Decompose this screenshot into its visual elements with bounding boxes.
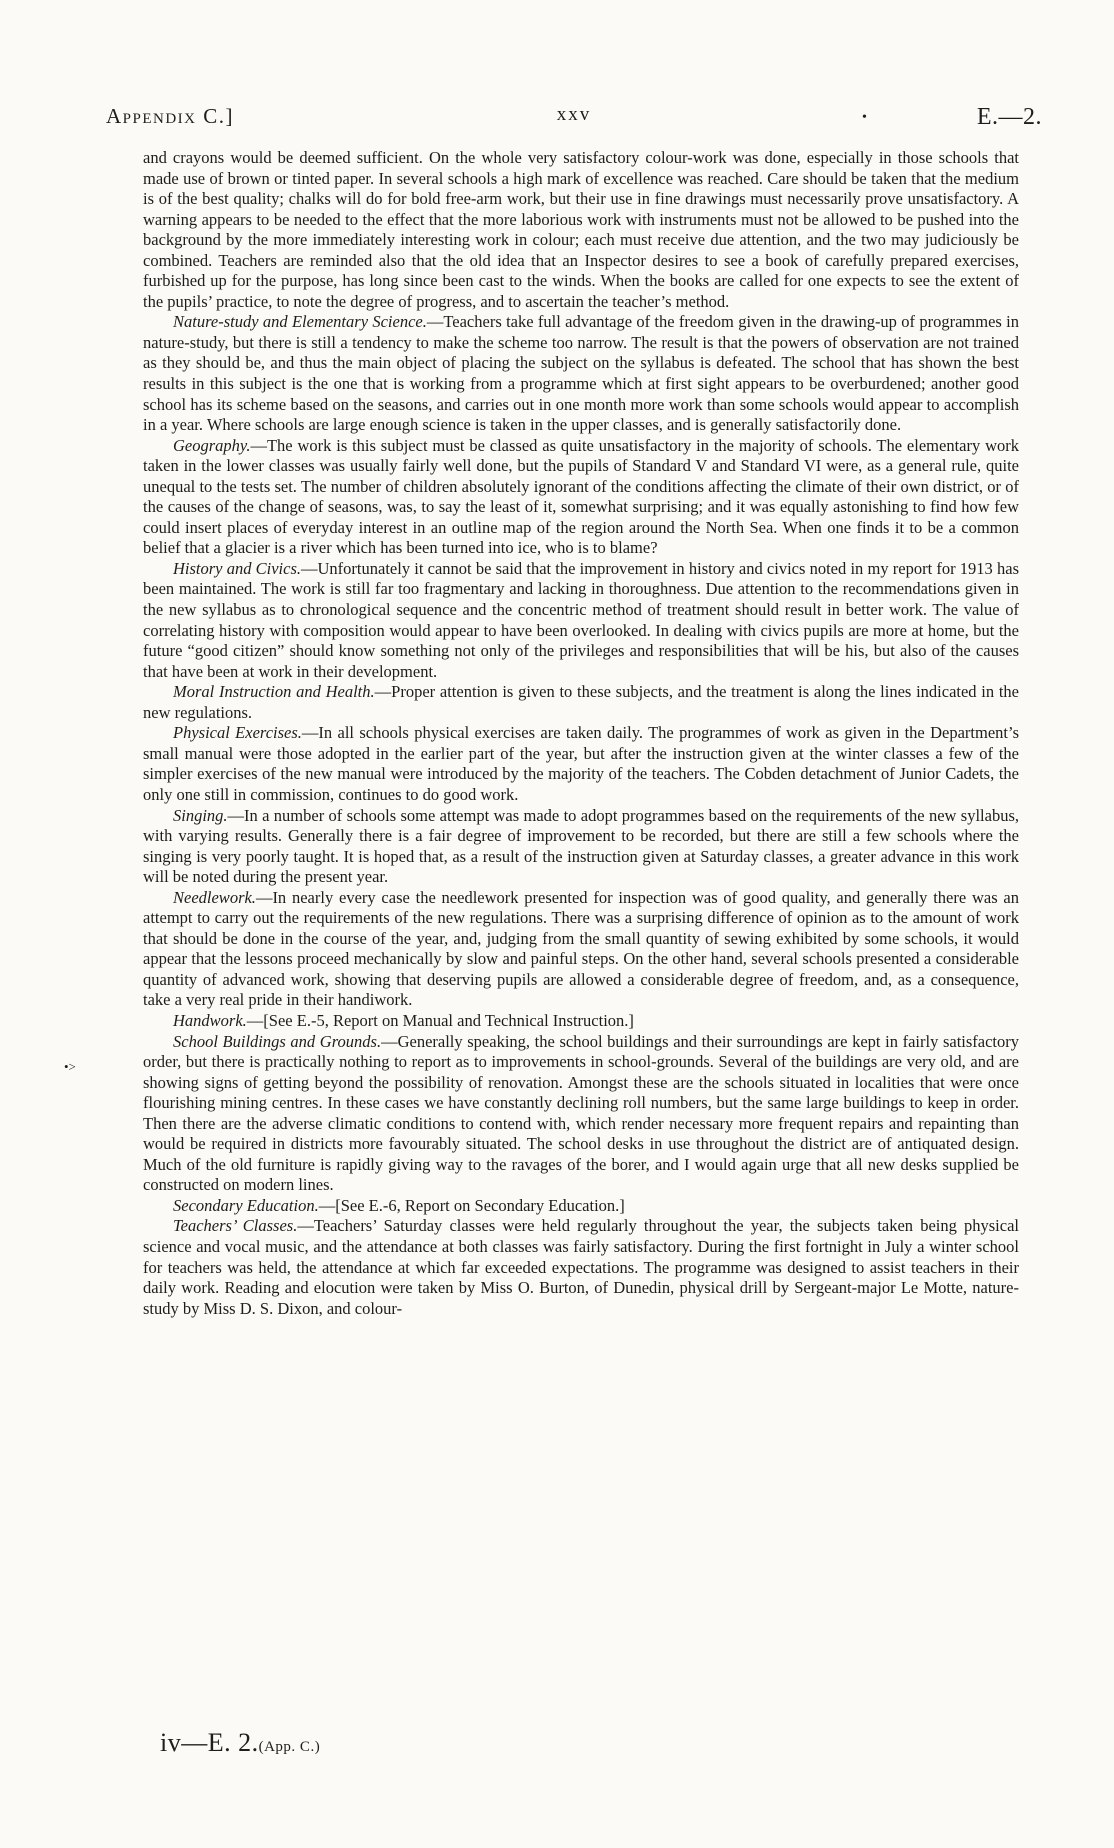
section-heading: Moral Instruction and Health. <box>173 682 375 702</box>
page-header <box>106 104 1042 134</box>
section-text: —Generally speaking, the school buildings and their surroundings are kept in fairly satisfactory order, but there is practically nothing to report as to improvements in school-grounds. Several of the buildings are very old, and are showing signs of getting beyond the possibility of renovation. Amongst these are the schools situated in localities that were once flourishing mining centres. In these cases we have constantly declining roll numbers, but the same large buildings to keep in order. Then there are the adverse climatic conditions to contend with, which render necessary more frequent repairs and repainting than would be required in districts more favourably situated. The school desks in use throughout the district are of antiquated design. Much of the old furniture is rapidly giving way to the ravages of the borer, and I would again urge that all new desks supplied be constructed on modern lines. <box>143 1031 1019 1195</box>
section-text: —In a number of schools some attempt was made to adopt programmes based on the requirements of the new syllabus, with varying results. Generally there is a fair degree of improvement to be recorded, but there are still a few schools where the singing is very poorly taught. It is hoped that, as a result of the instruction given at Saturday classes, a greater advance in this work will be noted during the present year. <box>143 805 1019 887</box>
section-heading: Singing. <box>173 805 228 825</box>
margin-mark: •> <box>64 1059 76 1074</box>
section-text: —Teachers’ Saturday classes were held regularly throughout the year, the subjects taken being physical science and vocal music, and the attendance at both classes was fairly satisfactory. During the first fortnight in July a winter school for teachers was held, the attendance at which far exceeded expectations. The programme was designed to assist teachers in their daily work. Reading and elocution were taken by Miss O. Burton, of Dunedin, physical drill by Sergeant-major Le Motte, nature-study by Miss D. S. Dixon, and colour- <box>143 1216 1019 1318</box>
signature-appendix: (App. C.) <box>258 1739 321 1755</box>
section-text: —Unfortunately it cannot be said that the improvement in history and civics noted in my report for 1913 has been maintained. The work is still far too fragmentary and lacking in thoroughness. Due attention to the recommendations given in the new syllabus as to chronological sequence and the concentric method of treatment should result in better work. The value of correlating history with composition would appear to have been overlooked. In dealing with civics pupils are more at home, but the future “good citizen” should know something not only of the privileges and responsibilities that will be his, but also of the causes that have been at work in their development. <box>143 558 1019 681</box>
section-history-civics <box>143 559 1019 682</box>
section-heading: Physical Exercises. <box>173 723 302 743</box>
paragraph-text: and crayons would be deemed sufficient. On the whole very satisfactory colour-work was done, especially in those schools that made use of brown or tinted paper. In several schools a high mark of excellence was reached. Care should be taken that the medium is of the best quality; chalks will do for bold free-arm work, but their use in fine drawings must necessarily prove unsatisfactory. A warning appears to be needed to the effect that the more laborious work with instruments must not be allowed to be pushed into the background by the more immediately interesting work in colour; each must receive due attention, and the two may judiciously be combined. Teachers are reminded also that the old idea that an Inspector desires to see a book of carefully prepared exercises, furbished up for the purpose, has long since been cast to the winds. When the books are called for one expects to see the extent of the pupils’ practice, to note the degree of progress, and to ascertain the teacher’s method. <box>143 148 1019 311</box>
section-text: —In nearly every case the needlework presented for inspection was of good quality, and generally there was an attempt to carry out the requirements of the new regulations. There was a surprising difference of opinion as to the amount of work that should be done in the course of the year, and, judging from the small quantity of sewing exhibited by some schools, it would appear that the lessons proceed mechanically by slow and painful steps. On the other hand, several schools presented a considerable quantity of advanced work, showing that deserving pupils are allowed a considerable degree of freedom, and, as a consequence, take a very real pride in their handiwork. <box>143 887 1019 1010</box>
section-heading: Secondary Education. <box>173 1195 319 1215</box>
section-moral-instruction <box>143 682 1019 723</box>
section-text: —[See E.-6, Report on Secondary Education.] <box>318 1195 625 1215</box>
appendix-label: Appendix C.] <box>106 104 235 128</box>
section-handwork <box>143 1011 1019 1032</box>
page-number: xxv <box>556 104 592 125</box>
section-singing <box>143 806 1019 888</box>
section-text: —Teachers take full advantage of the freedom given in the drawing-up of programmes in nature-study, but there is still a tendency to make the scheme too narrow. The result is that the powers of observation are not trained as they should be, and thus the main object of placing the subject on the syllabus is defeated. The school that has shown the best results in this subject is the one that is working from a programme which at first sight appears to be overburdened; another good school has its scheme based on the seasons, and carries out in one month more work than some schools would appear to accomplish in a year. Where schools are large enough science is taken in the upper classes, and is generally satisfactorily done. <box>143 312 1019 435</box>
section-heading: Geography. <box>173 435 251 455</box>
section-needlework <box>143 888 1019 1011</box>
section-heading: Teachers’ Classes. <box>173 1216 298 1236</box>
section-heading: Handwork. <box>173 1010 247 1030</box>
section-text: —In all schools physical exercises are taken daily. The programmes of work as given in the Department’s small manual were those adopted in the earlier part of the year, but after the instruction given at the winter classes a few of the simpler exercises of the new manual were introduced by the majority of the teachers. The Cobden detachment of Junior Cadets, the only one still in commission, continues to do good work. <box>143 723 1019 804</box>
section-text: —Proper attention is given to these subjects, and the treatment is along the lines indicated in the new regulations. <box>143 682 1020 722</box>
section-heading: History and Civics. <box>173 558 302 578</box>
section-text: —[See E.-5, Report on Manual and Technical Instruction.] <box>246 1010 634 1030</box>
section-heading: School Buildings and Grounds. <box>173 1031 382 1051</box>
section-geography <box>143 436 1019 559</box>
section-secondary-education <box>143 1196 1019 1217</box>
paragraph-continuation <box>143 148 1019 312</box>
section-heading: Needlework. <box>173 887 256 907</box>
signature-code: iv—E. 2. <box>160 1728 259 1757</box>
stray-mark: • <box>862 110 868 125</box>
section-text: —The work is this subject must be classed as quite unsatisfactory in the majority of schools. The elementary work taken in the lower classes was usually fairly well done, but the pupils of Standard V and Standard VI were, as a general rule, quite unequal to the tests set. The number of children absolutely ignorant of the conditions affecting the climate of their own district, or of the causes of the change of seasons, was, to say the least of it, somewhat surprising; and it was equally astonishing to find how few could insert places of everyday interest in an outline map of the region around the North Sea. When one finds it to be a common belief that a glacier is a river which has been turned into ice, who is to blame? <box>143 435 1019 558</box>
section-school-buildings <box>143 1032 1019 1196</box>
report-body <box>143 148 1019 1319</box>
section-physical-exercises <box>143 723 1019 805</box>
page-footer <box>160 1728 320 1758</box>
section-teachers-classes <box>143 1216 1019 1319</box>
section-heading: Nature-study and Elementary Science. <box>173 312 427 332</box>
document-code: E.—2. <box>976 104 1042 130</box>
section-nature-study <box>143 312 1019 435</box>
